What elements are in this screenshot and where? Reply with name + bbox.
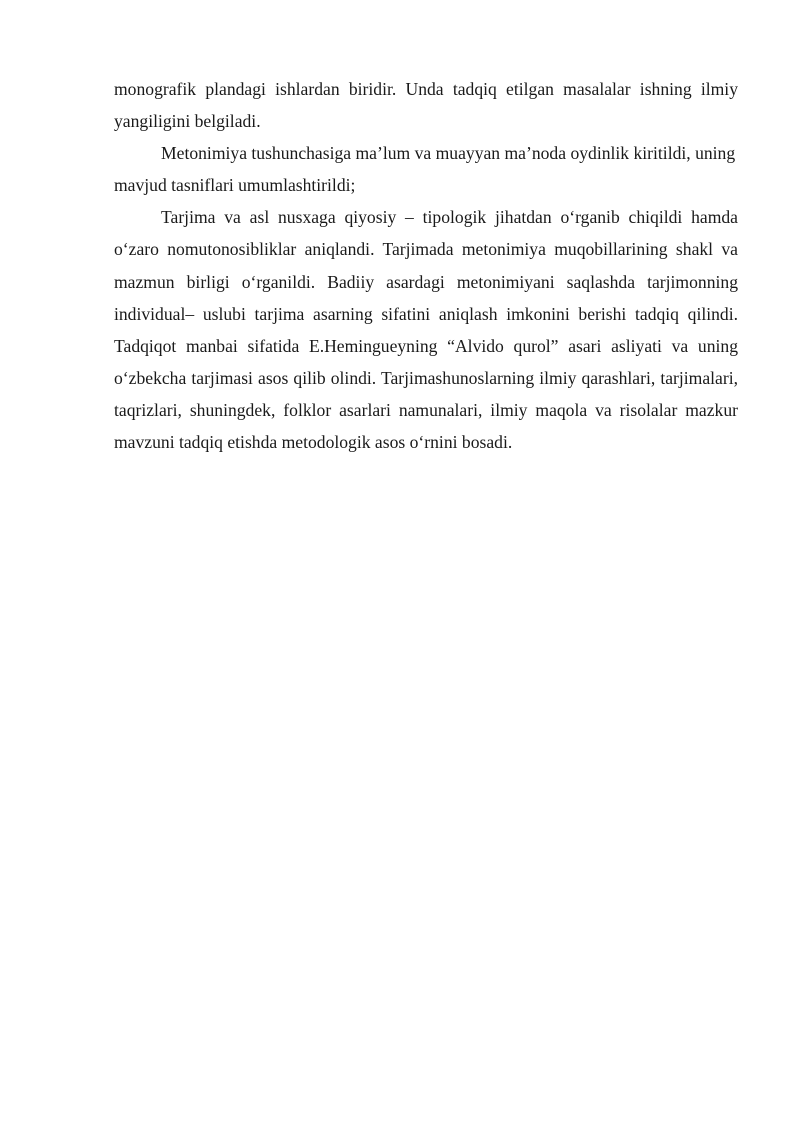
paragraph-1: monografik plandagi ishlardan biridir. Unda tadqiq etilgan masalalar ishning ilmiy yangiligini belgiladi. [114,79,738,132]
paragraph-3: Tarjima va asl nusxaga qiyosiy – tipologik jihatdan o‘rganib chiqildi hamda o‘zaro nomutonosibliklar aniqlandi. Tarjimada metonimiya muqobillarining shakl va mazmun birligi o‘rganildi. Badiiy asardagi metonimiyani saqlashda tarjimonning individual– uslubi tarjima asarning sifatini aniqlash imkonini berishi tadqiq qilindi. Tadqiqot manbai sifatida E.Hemingueyning “Alvido qurol” asari asliyati va uning o‘zbekcha tarjimasi asos qilib olindi. Tarjimashunoslarning ilmiy qarashlari, tarjimalari, taqrizlari, shuningdek, folklor asarlari namunalari, ilmiy maqola va risolalar mazkur mavzuni tadqiq etishda metodologik asos o‘rnini bosadi. [114,207,738,453]
document-body [114,73,738,458]
paragraph-2: Metonimiya tushunchasiga ma’lum va muayyan ma’noda oydinlik kiritildi, uning mavjud tasniflari umumlashtirildi; [114,143,736,196]
